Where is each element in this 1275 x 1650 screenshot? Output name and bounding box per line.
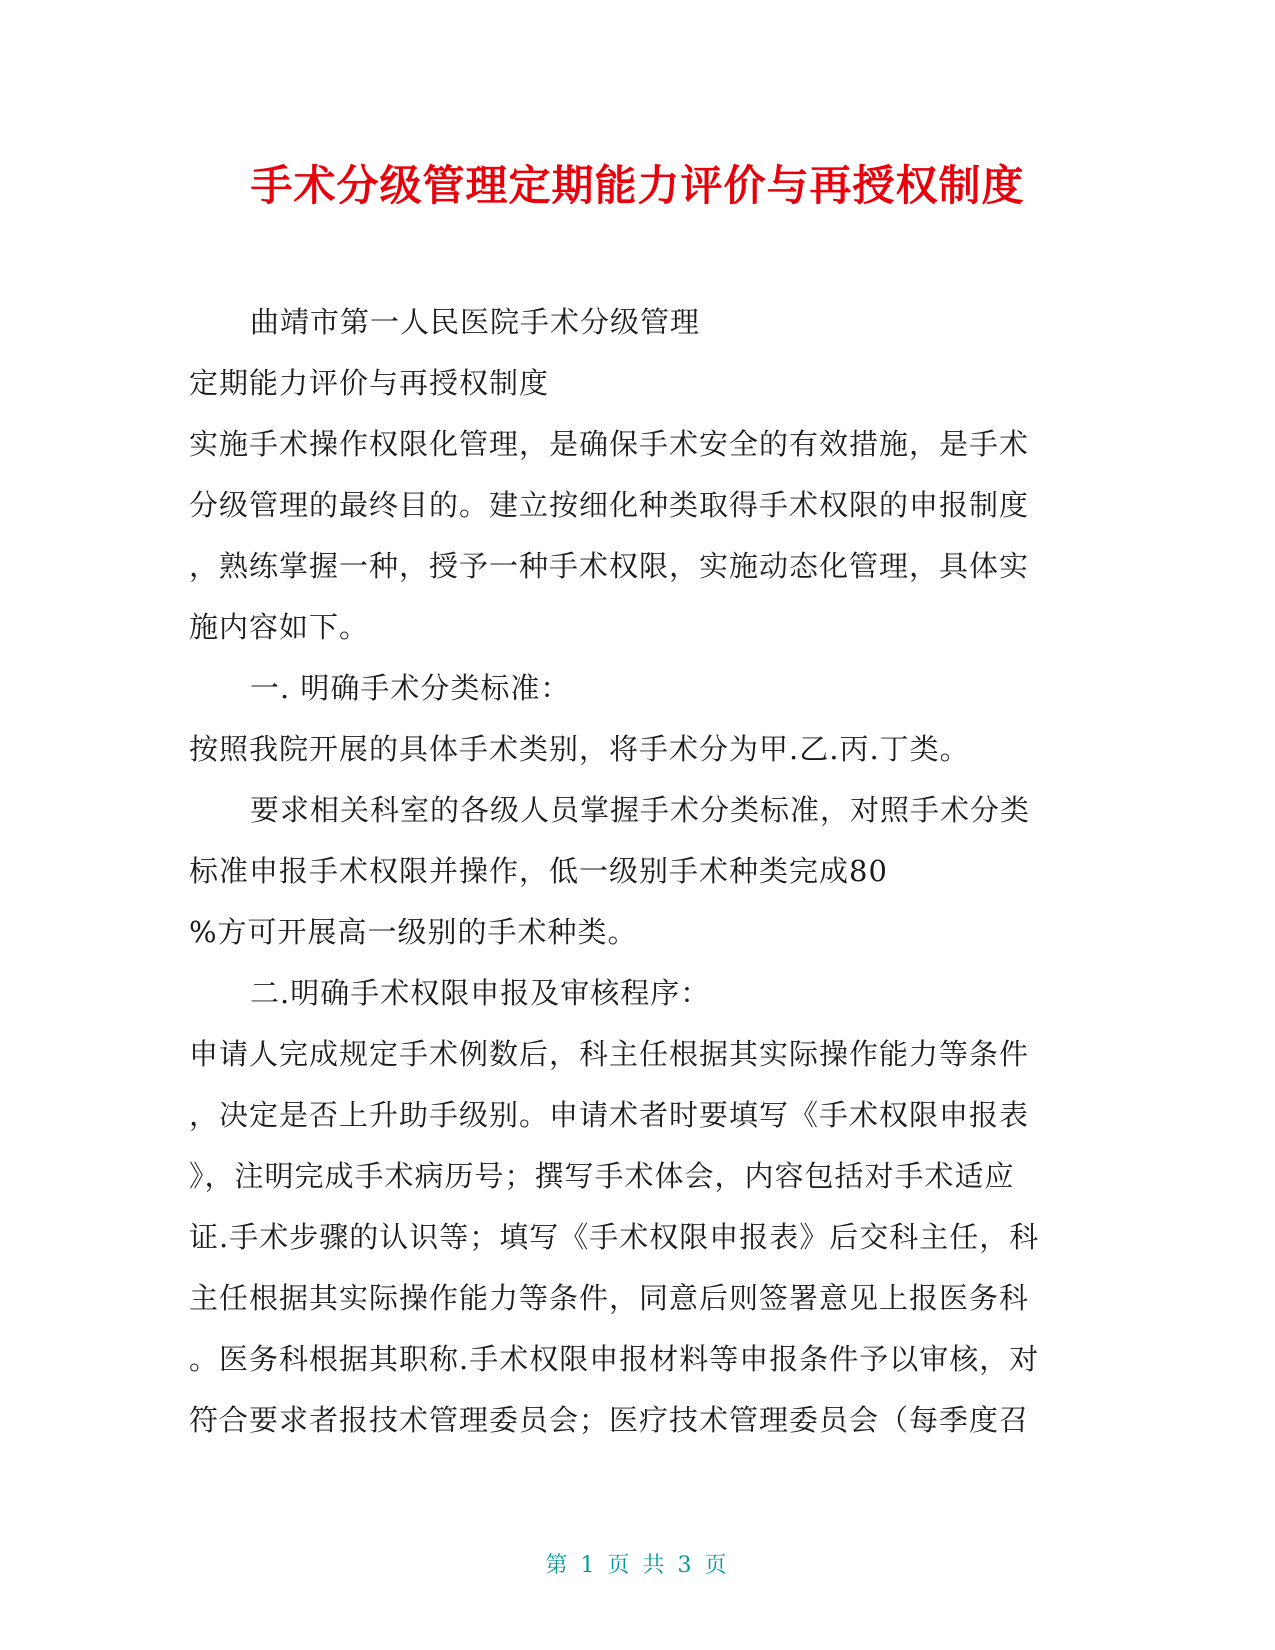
document-title: 手术分级管理定期能力评价与再授权制度	[250, 161, 1025, 210]
paragraph-line: 证.手术步骤的认识等；填写《手术权限申报表》后交科主任，科	[189, 1220, 1040, 1254]
paragraph-line: 标准申报手术权限并操作，低一级别手术种类完成80	[189, 854, 888, 888]
paragraph-line: 分级管理的最终目的。建立按细化种类取得手术权限的申报制度	[189, 488, 1030, 522]
paragraph-line: ，熟练掌握一种，授予一种手术权限，实施动态化管理，具体实	[189, 549, 1030, 583]
paragraph-line: 施内容如下。	[189, 610, 370, 644]
paragraph-line: 按照我院开展的具体手术类别，将手术分为甲.乙.丙.丁类。	[189, 732, 970, 766]
section-heading: 一. 明确手术分类标准：	[250, 671, 571, 705]
paragraph-line: 》，注明完成手术病历号；撰写手术体会，内容包括对手术适应	[189, 1159, 1015, 1193]
document-body	[189, 292, 1089, 1451]
paragraph-line: 实施手术操作权限化管理，是确保手术安全的有效措施，是手术	[189, 427, 1030, 461]
paragraph-line: 申请人完成规定手术例数后，科主任根据其实际操作能力等条件	[189, 1037, 1030, 1071]
page-number: 第 1 页 共 3 页	[545, 1553, 730, 1578]
paragraph-line: 要求相关科室的各级人员掌握手术分类标准，对照手术分类	[250, 793, 1031, 827]
section-heading: 二.明确手术权限申报及审核程序：	[250, 976, 711, 1010]
paragraph-line: 主任根据其实际操作能力等条件，同意后则签署意见上报医务科	[189, 1281, 1030, 1315]
paragraph-line: 符合要求者报技术管理委员会；医疗技术管理委员会（每季度召	[189, 1403, 1030, 1437]
paragraph-line: %方可开展高一级别的手术种类。	[189, 915, 638, 949]
paragraph-line: ，决定是否上升助手级别。申请术者时要填写《手术权限申报表	[189, 1098, 1030, 1132]
paragraph-line: 曲靖市第一人民医院手术分级管理	[250, 305, 701, 339]
paragraph-line: 。医务科根据其职称.手术权限申报材料等申报条件予以审核，对	[189, 1342, 1040, 1376]
paragraph-line: 定期能力评价与再授权制度	[189, 366, 550, 400]
